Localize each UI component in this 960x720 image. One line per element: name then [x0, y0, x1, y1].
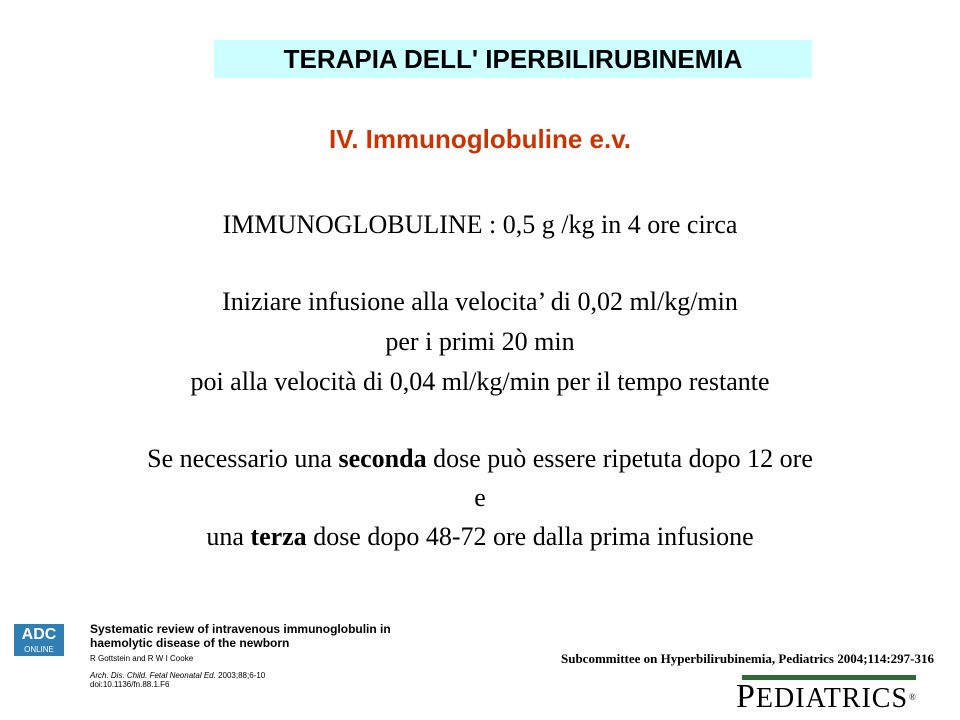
pediatrics-logo-rest: EDIATRICS [755, 683, 909, 714]
pediatrics-logo-initial: P [736, 678, 756, 715]
reference-doi: doi:10.1136/fn.88.1.F6 [90, 680, 170, 689]
adc-logo-main: ADC [21, 626, 57, 643]
slide-subtitle: IV. Immunoglobuline e.v. [329, 124, 631, 154]
second-dose-emphasis: seconda [338, 444, 427, 473]
reference-authors: R Gottstein and R W I Cooke [90, 654, 194, 663]
third-dose-emphasis: terza [250, 522, 307, 551]
dosage-line: IMMUNOGLOBULINE : 0,5 g /kg in 4 ore circa [222, 210, 738, 239]
infusion-rate-line: poi alla velocità di 0,04 ml/kg/min per il tempo restante [190, 367, 770, 396]
adc-online-logo [14, 624, 64, 656]
infusion-duration-line: per i primi 20 min [385, 327, 575, 356]
slide-title: TERAPIA DELL' IPERBILIRUBINEMIA [214, 40, 812, 78]
registered-mark: ® [909, 692, 917, 702]
third-dose-post: dose dopo 48-72 ore dalla prima infusione [306, 522, 754, 551]
third-dose-pre: una [206, 522, 251, 551]
second-dose-line [0, 444, 960, 474]
second-dose-pre: Se necessario una [147, 444, 339, 473]
third-dose-line [0, 522, 960, 552]
reference-journal-line [90, 671, 410, 680]
conjunction-line: e [474, 483, 486, 512]
second-dose-post: dose può essere ripetuta dopo 12 ore [426, 444, 813, 473]
subcommittee-source: Subcommittee on Hyperbilirubinemia, Pediatrics 2004;114:297-316 [560, 651, 934, 666]
adc-logo-sub: ONLINE [24, 645, 54, 654]
pediatrics-logo [736, 680, 917, 716]
reference-journal: Arch. Dis. Child. Fetal Neonatal Ed. [90, 671, 216, 680]
infusion-start-line: Iniziare infusione alla velocita’ di 0,02 ml/kg/min [222, 287, 738, 316]
reference-citation [90, 622, 410, 689]
reference-title: Systematic review of intravenous immunoglobulin in haemolytic disease of the newborn [90, 622, 391, 650]
reference-volume: 2003;88;6-10 [215, 671, 266, 680]
